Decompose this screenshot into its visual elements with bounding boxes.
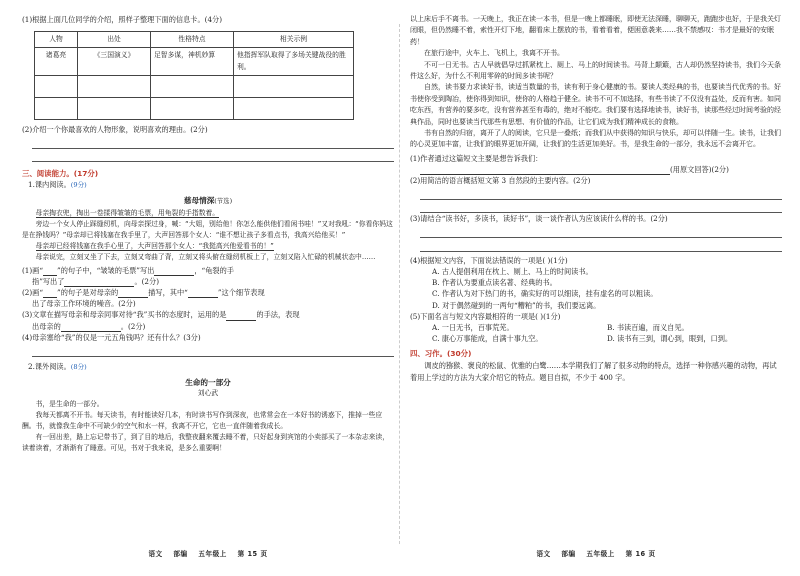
q-text: 指”写出了: [32, 276, 65, 286]
q-text: ”这个细节表现: [217, 288, 265, 298]
footer-subject: 语文: [536, 549, 551, 558]
option-item[interactable]: A. 古人提倡利用在枕上、厕上、马上的时间读书。: [432, 266, 593, 276]
answer-line[interactable]: [32, 137, 394, 149]
q-text: 。(2分): [134, 276, 159, 286]
passage-title: 生命的一部分: [185, 377, 231, 387]
passage-paragraph: 母亲掏衣兜，掏出一卷揉得皱皱的毛票，用龟裂的手指数着。: [35, 208, 220, 217]
table-cell[interactable]: [78, 75, 151, 97]
passage-paragraph: 不可一日无书。古人早就倡导过抓紧枕上、厕上、马上的时间读书。马背上颠簸，古人却仍然坚持读书，我们今天条件这么好，为什么不利用零碎的时间多读书呢？: [410, 60, 781, 81]
passage-title: [22, 195, 394, 207]
question-2-5: (5)下面名言与短文内容最相符的一项是( )(1分): [410, 311, 561, 321]
q-text: 的手法，表现: [256, 310, 300, 320]
table-header-cell: 性格特点: [151, 32, 234, 48]
passage-paragraph: 在旅行途中，火车上、飞机上，我离不开书。: [424, 49, 564, 58]
page-footer: [22, 549, 394, 560]
passage-paragraph: 书，是生命的一部分。: [35, 400, 104, 409]
passage-author: 刘心武: [197, 388, 219, 397]
item-points: (8分): [70, 362, 87, 371]
item-label: 1.课内阅读。: [28, 180, 71, 190]
question-info-card: (1)根据上面几位同学的介绍，照样子整理下面的信息卡。(4分): [22, 15, 223, 24]
answer-line[interactable]: [420, 240, 782, 252]
item-heading: [28, 361, 394, 373]
table-cell[interactable]: [234, 75, 354, 97]
q-points: (2分): [711, 165, 729, 175]
footer-page-number: 第 16 页: [625, 549, 656, 558]
section-title: 四、习作。: [410, 349, 447, 359]
table-header-cell: 出处: [78, 32, 151, 48]
question-1-1-cont: [32, 276, 394, 287]
table-cell[interactable]: [78, 97, 151, 119]
passage-continued: [410, 14, 782, 151]
answer-blank[interactable]: [420, 165, 670, 175]
option-item[interactable]: C. 作者认为对下热门的书，确实好的可以细读，挂有虚名的可以粗读。: [432, 289, 658, 299]
section-heading-reading: [22, 168, 394, 179]
question-2-2: (2)用简洁的语言概括短文第 3 自然段的主要内容。(2分): [410, 176, 591, 186]
question-favorite-character: (2)介绍一个你最喜欢的人物形象，说明喜欢的理由。(2分): [22, 124, 208, 134]
answer-blank[interactable]: [226, 311, 256, 321]
passage-paragraph: 书有自然的归宿，离开了人的阅读，它只是一叠纸；而我们从中获得的知识与快乐，却可以伴随一生。读书，让我们的心灵更加丰富，让我们的眼界更加开阔，让我们的生活更加美好。书，是我生命的一部分，我永远不会离开它。: [410, 129, 781, 149]
q-text: ，“龟裂的手: [194, 265, 234, 275]
table-row: [35, 97, 354, 119]
right-page: [410, 0, 782, 576]
passage-paragraph: 以上床后手不离书。一天晚上，我正在读一本书，但是一晚上都睡眠，即使无法深睡，聊聊天，跑跑步也好，于是我关灯闭眼，但仍然睡不着，索性开灯下地，翻看床上摆放的书，看着看着，便困意袭来……我不禁感叹：书才是最好的安眠药！: [410, 15, 781, 46]
section-title: 三、阅读能力。: [22, 169, 74, 179]
passage-title-note: (节选): [214, 197, 233, 206]
q-text: ”的句子中，“皱皱的毛票”写出: [57, 265, 155, 275]
table-header-row: [35, 32, 354, 48]
passage-paragraph: 我每天都离不开书。每天读书，有时能读好几本，有时读书写作到深夜，也常常会在一本好书的诱惑下，推掉一些应酬。书，就像我生命中不可缺少的空气和水一样，我离不开它，它也一直伴随着我成长。: [22, 411, 383, 431]
q-note: (用原文回答): [670, 165, 712, 175]
question-1-3-cont: [32, 321, 394, 332]
table-cell: 《三国演义》: [78, 48, 151, 75]
q-text: 出母亲的: [32, 321, 61, 331]
question-1-2: [22, 287, 394, 298]
question-2-3: (3)请结合“读书好，多读书，读好书”，谈一谈作者认为应该读什么样的书。(2分): [410, 214, 668, 224]
answer-line[interactable]: [420, 227, 782, 239]
option-row: [432, 322, 782, 333]
section-heading-writing: [410, 348, 782, 359]
footer-grade: 五年级上: [586, 549, 615, 558]
passage-paragraph: 有一回出差，路上忘记带书了，到了目的地后，我整夜翻来覆去睡不着，只好起身到宾馆的小卖部买了一本杂志来读，读着读着，才渐渐有了睡意。可见，书对于我来说，是多么重要啊！: [22, 433, 390, 453]
q-text: (1)作者通过这篇短文主要是想告诉我们：: [410, 153, 543, 163]
page-divider: [399, 24, 400, 544]
passage-paragraph: 母亲说完，立刻又坐了下去，立刻又弯曲了背，立刻又将头俯在缝纫机板上了，立刻又陷入忙碌的机械状态中……: [35, 252, 376, 261]
table-cell[interactable]: [151, 97, 234, 119]
table-row: [35, 75, 354, 97]
q-text: (2)画“: [22, 288, 44, 298]
table-cell[interactable]: [35, 75, 78, 97]
option-item[interactable]: B. 书读百遍，而义自见。: [607, 322, 689, 332]
section-points: (30分): [446, 349, 472, 359]
item-heading: [28, 179, 394, 191]
page-footer: [410, 549, 782, 560]
answer-blank[interactable]: [43, 266, 57, 276]
table-cell: 他指挥军队取得了多场关键战役的胜利。: [234, 48, 354, 75]
answer-line[interactable]: [420, 202, 782, 214]
question-1-1: [22, 265, 394, 276]
footer-grade: 五年级上: [198, 549, 227, 558]
question-2-1-line: [410, 164, 782, 175]
q-text: (3)文章在描写母亲和母亲同事对待“我”买书的态度时，运用的是: [22, 310, 227, 320]
passage-cimu: [22, 208, 394, 263]
answer-line[interactable]: [32, 151, 394, 163]
table-cell[interactable]: [35, 97, 78, 119]
item-points: (9分): [70, 181, 87, 190]
question-2-4: (4)根据短文内容，下面说法错误的一项是( )(1分): [410, 255, 568, 265]
answer-blank[interactable]: [154, 266, 194, 276]
table-header-cell: 人物: [35, 32, 78, 48]
footer-page-number: 第 15 页: [237, 549, 268, 558]
passage-shengming: [22, 399, 394, 454]
answer-blank[interactable]: [118, 288, 148, 298]
answer-blank[interactable]: [61, 322, 121, 332]
table-cell[interactable]: [234, 97, 354, 119]
answer-blank[interactable]: [64, 277, 134, 287]
item-label: 2.课外阅读。: [28, 361, 71, 371]
option-item[interactable]: C. 康心万事能成，自满十事九空。: [432, 334, 543, 344]
passage-paragraph: 自然，读书要力求读好书，读适当数量的书，读有利于身心健康的书。要读人类经典的书，也要读当代优秀的书。好书使你受到陶冶，使你得到知识，使你的人格趋于健全。读书不可不加选择，有些书读了不仅没有益处，反而有害。如同吃东西，有营养的要多吃，没有营养甚至有毒的，绝对不能吃。我们要有选择地读书，读好书，读那些经过时间考验的经典作品，同时也要读当代那些有思想、有价值的作品，让它们成为我们精神成长的食粮。: [410, 83, 781, 126]
table-cell[interactable]: [151, 75, 234, 97]
q-text: (1)画“: [22, 265, 44, 275]
info-card-table: [34, 31, 354, 120]
table-row: [35, 48, 354, 75]
question-1-3: [22, 309, 394, 320]
answer-blank[interactable]: [188, 288, 218, 298]
option-item[interactable]: D. 读书有三到，谓心到，眼到，口到。: [607, 334, 733, 344]
option-item[interactable]: A. 一日无书，百事荒芜。: [432, 322, 514, 332]
answer-blank[interactable]: [43, 288, 57, 298]
table-header-cell: 相关示例: [234, 32, 354, 48]
option-item[interactable]: D. 对于偶然碰到的一两句“糟粕”的书，我们要远离。: [432, 300, 601, 310]
q-text: 。(2分): [120, 321, 146, 331]
left-page: [22, 0, 394, 576]
question-2-1: [410, 153, 782, 164]
answer-line[interactable]: [420, 188, 782, 200]
option-row: [432, 333, 782, 344]
question-1-2-cont: 出了母亲工作环境的噪音。(2分): [32, 299, 136, 309]
question-1-4: (4)母亲塞给“我”的仅是一元五角钱吗？还有什么？(3分): [22, 332, 201, 342]
table-cell: 足智多谋，神机妙算: [151, 48, 234, 75]
section-points: (17分): [73, 169, 99, 179]
passage-title-text: 慈母情深: [183, 196, 215, 206]
passage-paragraph: 母亲却已经将钱塞在我手心里了，大声回答那个女人：“我挺高兴他爱看书的！”: [35, 241, 274, 250]
q-text: ”的句子是对母亲的: [57, 288, 119, 298]
footer-edition: 部编: [561, 549, 576, 558]
option-item[interactable]: B. 作者认为要重点读名著、经典的书。: [432, 278, 557, 288]
option-list: [410, 266, 782, 311]
passage-paragraph: 旁边一个女人停止踩缝纫机，向母亲探过身，喊：“大姐，别给他！你怎么能供他们看闲书哇！”又对我吼：“你看你妈这是在挣钱吗？”母亲却已将钱塞在我手里了，大声回答那个女人：“谁不想让孩子多看点书，我高兴给他买！”: [22, 219, 393, 239]
writing-prompt: 调皮的猕猴、褒良的松鼠、优雅的白鹭……本学期我们了解了很多动物的特点，选择一种你感兴趣的动物，再试着用上学过的方法为大家介绍它的特点。题目自拟，不少于 400 字。: [410, 360, 777, 382]
footer-edition: 部编: [173, 549, 188, 558]
table-cell: 诸葛亮: [35, 48, 78, 75]
footer-subject: 语文: [148, 549, 163, 558]
q-text: 描写，其中“: [148, 288, 188, 298]
answer-line[interactable]: [32, 345, 394, 357]
